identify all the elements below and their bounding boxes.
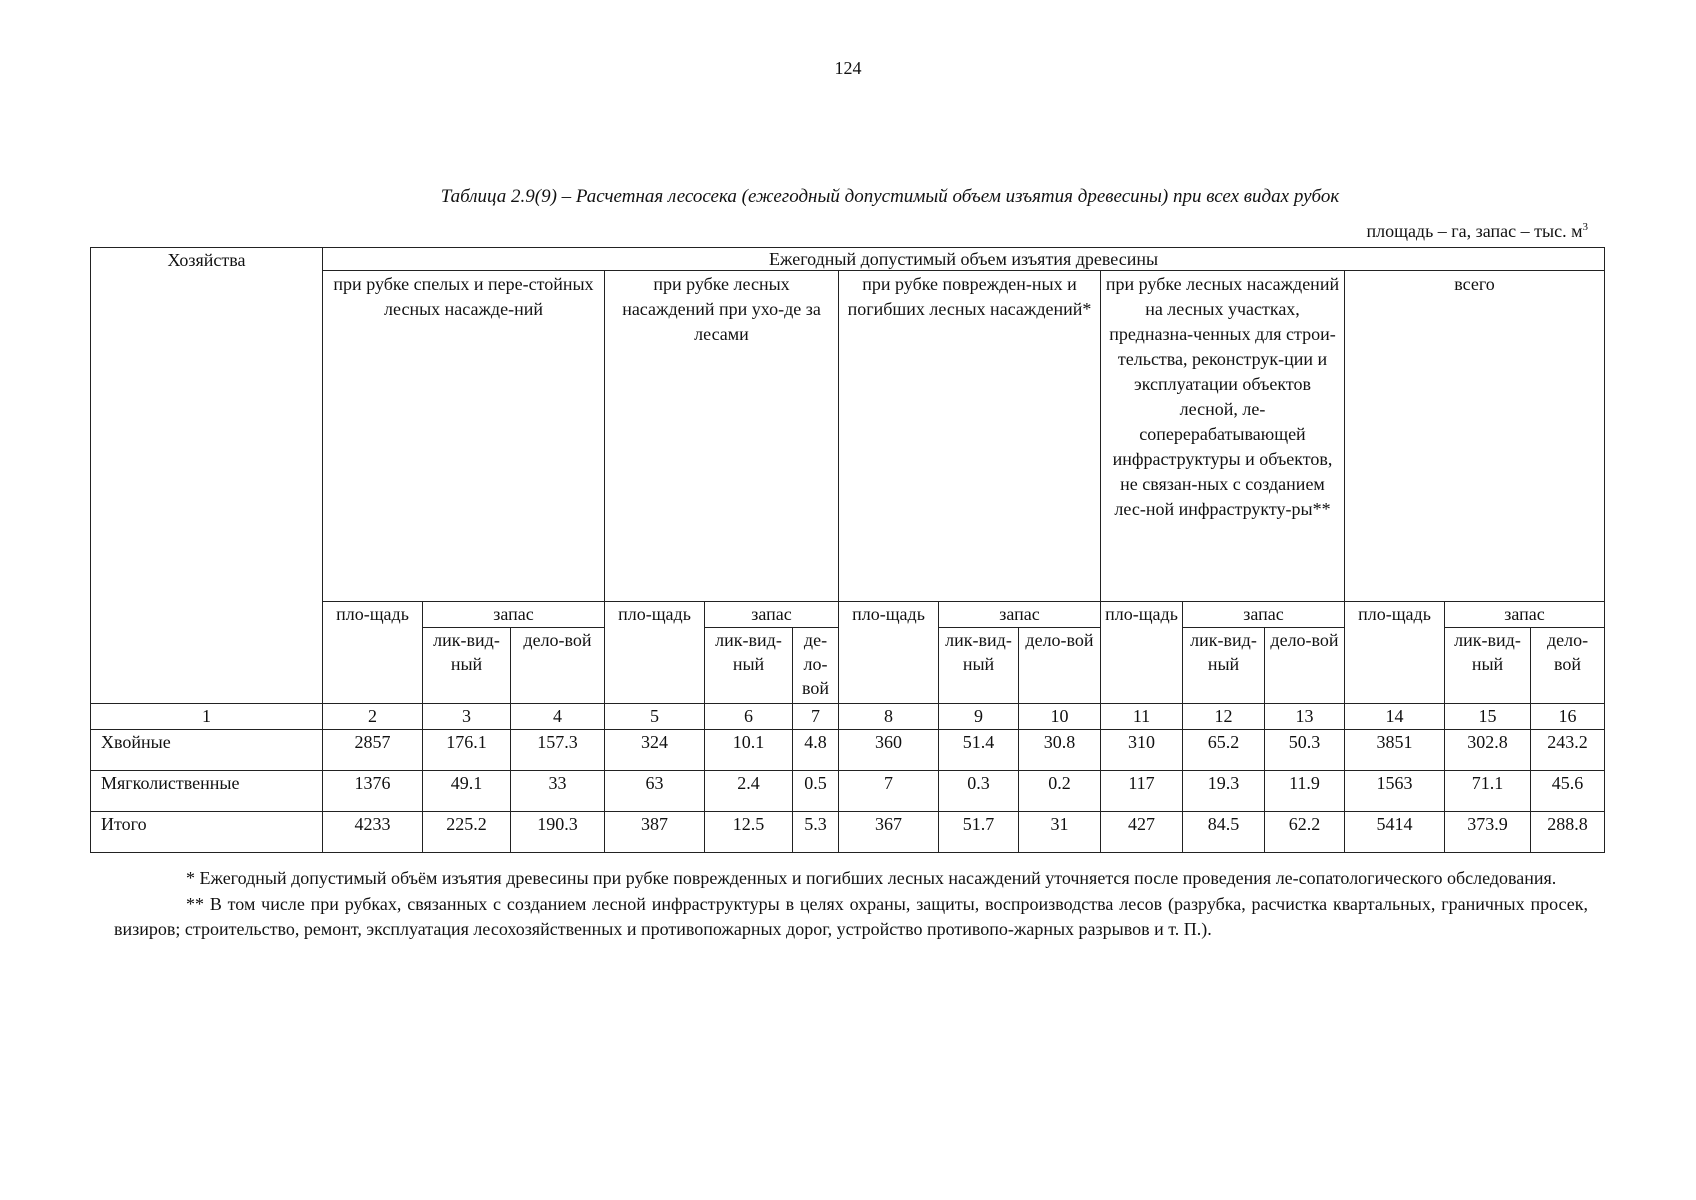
table-cell: 50.3 [1265,730,1345,771]
footnote-infrastructure: ** В том числе при рубках, связанных с созданием лесной инфраструктуры в целях охраны, защиты, воспроизводства лесов (разрубка, расчистка квартальных, граничных просек, визиров; строительство, ремонт, эксплуатация лесохозяйственных и противопожарных дорог, устройство противопо-жарных разрывов и т. П.). [114,893,1588,939]
units-superscript: 3 [1582,221,1588,233]
table-cell: 3851 [1345,730,1445,771]
category-header-construction: при рубке лесных насаждений на лесных участках, предназна-ченных для строи-тельства, реконструк-ции и эксплуатации объектов лесной, ле-соперерабатывающей инфраструктуры и объектов, не связан-ных с созданием лес-ной инфраструкту-ры** [1101,271,1345,602]
table-cell: 225.2 [423,812,511,853]
table-cell: 62.2 [1265,812,1345,853]
table-cell: 51.4 [939,730,1019,771]
table-cell: 373.9 [1445,812,1531,853]
table-cell: 5414 [1345,812,1445,853]
commercial-header: дело-вой [511,628,605,704]
row-header-cell: Хозяйства [91,248,323,704]
row-label: Хвойные [91,730,323,771]
table-cell: 30.8 [1019,730,1101,771]
column-number: 5 [605,704,705,730]
liquid-header: лик-вид-ный [423,628,511,704]
table-cell: 51.7 [939,812,1019,853]
commercial-header: де-ло-вой [793,628,839,704]
table-cell: 0.5 [793,771,839,812]
area-header: пло-щадь [1345,602,1445,704]
table-cell: 31 [1019,812,1101,853]
table-caption: Таблица 2.9(9) – Расчетная лесосека (ежегодный допустимый объем изъятия древесины) при всех видах рубок [440,186,1340,207]
column-number: 14 [1345,704,1445,730]
table-cell: 176.1 [423,730,511,771]
category-header-damaged: при рубке поврежден-ных и погибших лесных насаждений* [839,271,1101,602]
table-cell: 387 [605,812,705,853]
column-number: 3 [423,704,511,730]
table-cell: 10.1 [705,730,793,771]
liquid-header: лик-вид-ный [939,628,1019,704]
table-cell: 1563 [1345,771,1445,812]
column-number: 7 [793,704,839,730]
table-cell: 84.5 [1183,812,1265,853]
commercial-header: дело-вой [1265,628,1345,704]
liquid-header: лик-вид-ный [1445,628,1531,704]
category-header-total: всего [1345,271,1605,602]
table-cell: 63 [605,771,705,812]
category-header-thinning: при рубке лесных насаждений при ухо-де за лесами [605,271,839,602]
table-cell: 5.3 [793,812,839,853]
row-label: Мягколиственные [91,771,323,812]
table-cell: 2.4 [705,771,793,812]
column-number: 12 [1183,704,1265,730]
header-row-group [91,248,1605,271]
column-number: 10 [1019,704,1101,730]
table-cell: 117 [1101,771,1183,812]
stock-header: запас [1183,602,1345,628]
table-cell: 4.8 [793,730,839,771]
row-label: Итого [91,812,323,853]
table-row [91,771,1605,812]
table-row [91,730,1605,771]
stock-header: запас [705,602,839,628]
table-cell: 157.3 [511,730,605,771]
units-text: площадь – га, запас – тыс. м [1366,221,1583,241]
liquid-header: лик-вид-ный [705,628,793,704]
table-cell: 427 [1101,812,1183,853]
column-number: 11 [1101,704,1183,730]
table-cell: 4233 [323,812,423,853]
table-cell: 0.2 [1019,771,1101,812]
column-number: 1 [91,704,323,730]
table-cell: 302.8 [1445,730,1531,771]
column-number: 9 [939,704,1019,730]
table-row [91,812,1605,853]
column-number: 6 [705,704,793,730]
table-cell: 190.3 [511,812,605,853]
area-header: пло-щадь [839,602,939,704]
area-header: пло-щадь [1101,602,1183,704]
page-number: 124 [834,58,862,78]
column-number: 15 [1445,704,1531,730]
table-cell: 19.3 [1183,771,1265,812]
table-cell: 7 [839,771,939,812]
footnote-damaged: * Ежегодный допустимый объём изъятия древесины при рубке поврежденных и погибших лесных насаждений уточняется после проведения ле-сопатологического обследования. [186,868,1557,888]
table-cell: 360 [839,730,939,771]
table-cell: 0.3 [939,771,1019,812]
column-number-row [91,704,1605,730]
column-number: 16 [1531,704,1605,730]
table-cell: 11.9 [1265,771,1345,812]
commercial-header: дело-вой [1531,628,1605,704]
units-note [1366,221,1588,242]
category-header-mature: при рубке спелых и пере-стойных лесных насажде-ний [323,271,605,602]
table-cell: 49.1 [423,771,511,812]
table-cell: 1376 [323,771,423,812]
area-header: пло-щадь [323,602,423,704]
table-cell: 243.2 [1531,730,1605,771]
liquid-header: лик-вид-ный [1183,628,1265,704]
table-cell: 367 [839,812,939,853]
allowable-cut-table [90,247,1605,853]
table-cell: 65.2 [1183,730,1265,771]
table-cell: 2857 [323,730,423,771]
stock-header: запас [423,602,605,628]
column-number: 13 [1265,704,1345,730]
table-cell: 12.5 [705,812,793,853]
table-cell: 288.8 [1531,812,1605,853]
table-cell: 324 [605,730,705,771]
stock-header: запас [939,602,1101,628]
table-cell: 45.6 [1531,771,1605,812]
stock-header: запас [1445,602,1605,628]
table-cell: 71.1 [1445,771,1531,812]
column-number: 4 [511,704,605,730]
group-header-cell: Ежегодный допустимый объем изъятия древесины [323,248,1605,271]
column-number: 8 [839,704,939,730]
commercial-header: дело-вой [1019,628,1101,704]
area-header: пло-щадь [605,602,705,704]
column-number: 2 [323,704,423,730]
table-cell: 310 [1101,730,1183,771]
table-cell: 33 [511,771,605,812]
footnotes [114,866,1588,943]
